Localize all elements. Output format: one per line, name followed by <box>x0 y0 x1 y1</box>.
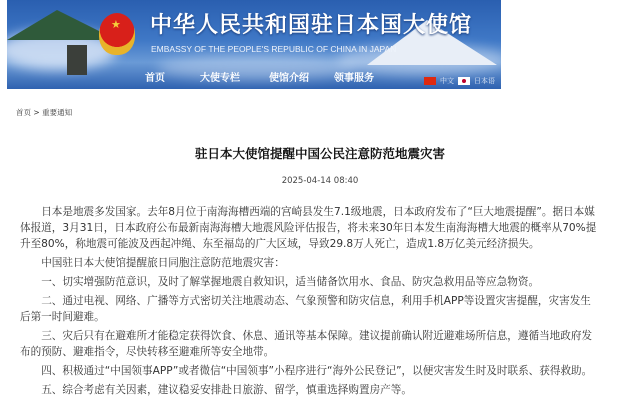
japan-flag-icon[interactable] <box>458 77 470 85</box>
nav-home[interactable]: 首页 <box>145 73 165 84</box>
national-emblem-icon: ★ <box>99 13 135 55</box>
paragraph: 中国驻日本大使馆提醒旅日同胞注意防范地震灾害： <box>41 257 285 269</box>
nav-ambassador-column[interactable]: 大使专栏 <box>200 73 240 84</box>
nav-consular-services[interactable]: 领事服务 <box>334 73 374 84</box>
article-body <box>20 204 601 401</box>
article-title: 驻日本大使馆提醒中国公民注意防范地震灾害 <box>194 146 445 161</box>
paragraph: 一、切实增强防范意识，及时了解掌握地震自救知识，适当储备饮用水、食品、防灾急救用品等应急物资。 <box>41 276 540 288</box>
nav-embassy-intro[interactable]: 使馆介绍 <box>269 73 309 84</box>
language-switcher <box>424 76 495 86</box>
paragraph: 三、灾后只有在避难所才能稳定获得饮食、休息、通讯等基本保障。建议提前确认附近避难场所信息，遵循当地政府发布的预防、避难指令，尽快转移至避难所等安全地带。 <box>20 330 593 358</box>
china-flag-icon[interactable] <box>424 77 436 85</box>
paragraph: 日本是地震多发国家。去年8月位于南海海槽西端的宫崎县发生7.1级地震，日本政府发布了“巨大地震提醒”。据日本媒体报道，3月31日，日本政府公布最新南海海槽大地震风险评估报告，将未来30年日本发生南海海槽大地震的概率从70%提升至80%，称地震可能波及西起冲绳、东至福岛的广大区域，导致29.8万人死亡，造成1.8万亿美元经济损失。 <box>20 206 597 250</box>
header-banner <box>7 0 501 89</box>
article-date: 2025-04-14 08:40 <box>281 176 359 186</box>
breadcrumb-separator: > <box>33 108 40 117</box>
lang-chinese[interactable]: 中文 <box>440 77 454 85</box>
great-wall-tower-decoration <box>67 45 87 75</box>
paragraph: 五、综合考虑有关因素，建议稳妥安排赴日旅游、留学，慎重选择购置房产等。 <box>41 384 412 396</box>
breadcrumb-current[interactable]: 重要通知 <box>42 108 73 117</box>
paragraph: 二、通过电视、网络、广播等方式密切关注地震动态、气象预警和防灾信息，利用手机APP等设置灾害提醒，灾害发生后第一时间避难。 <box>20 295 591 323</box>
breadcrumb <box>16 107 72 118</box>
breadcrumb-home[interactable]: 首页 <box>16 108 31 117</box>
site-title-en: EMBASSY OF THE PEOPLE'S REPUBLIC OF CHINA IN JAPAN <box>151 44 397 54</box>
lang-japanese[interactable]: 日本语 <box>474 77 495 85</box>
site-title-cn: 中华人民共和国驻日本国大使馆 <box>150 13 473 38</box>
paragraph: 四、积极通过“中国领事APP”或者微信“中国领事”小程序进行“海外公民登记”，以便灾害发生时及时联系、获得救助。 <box>41 365 593 377</box>
